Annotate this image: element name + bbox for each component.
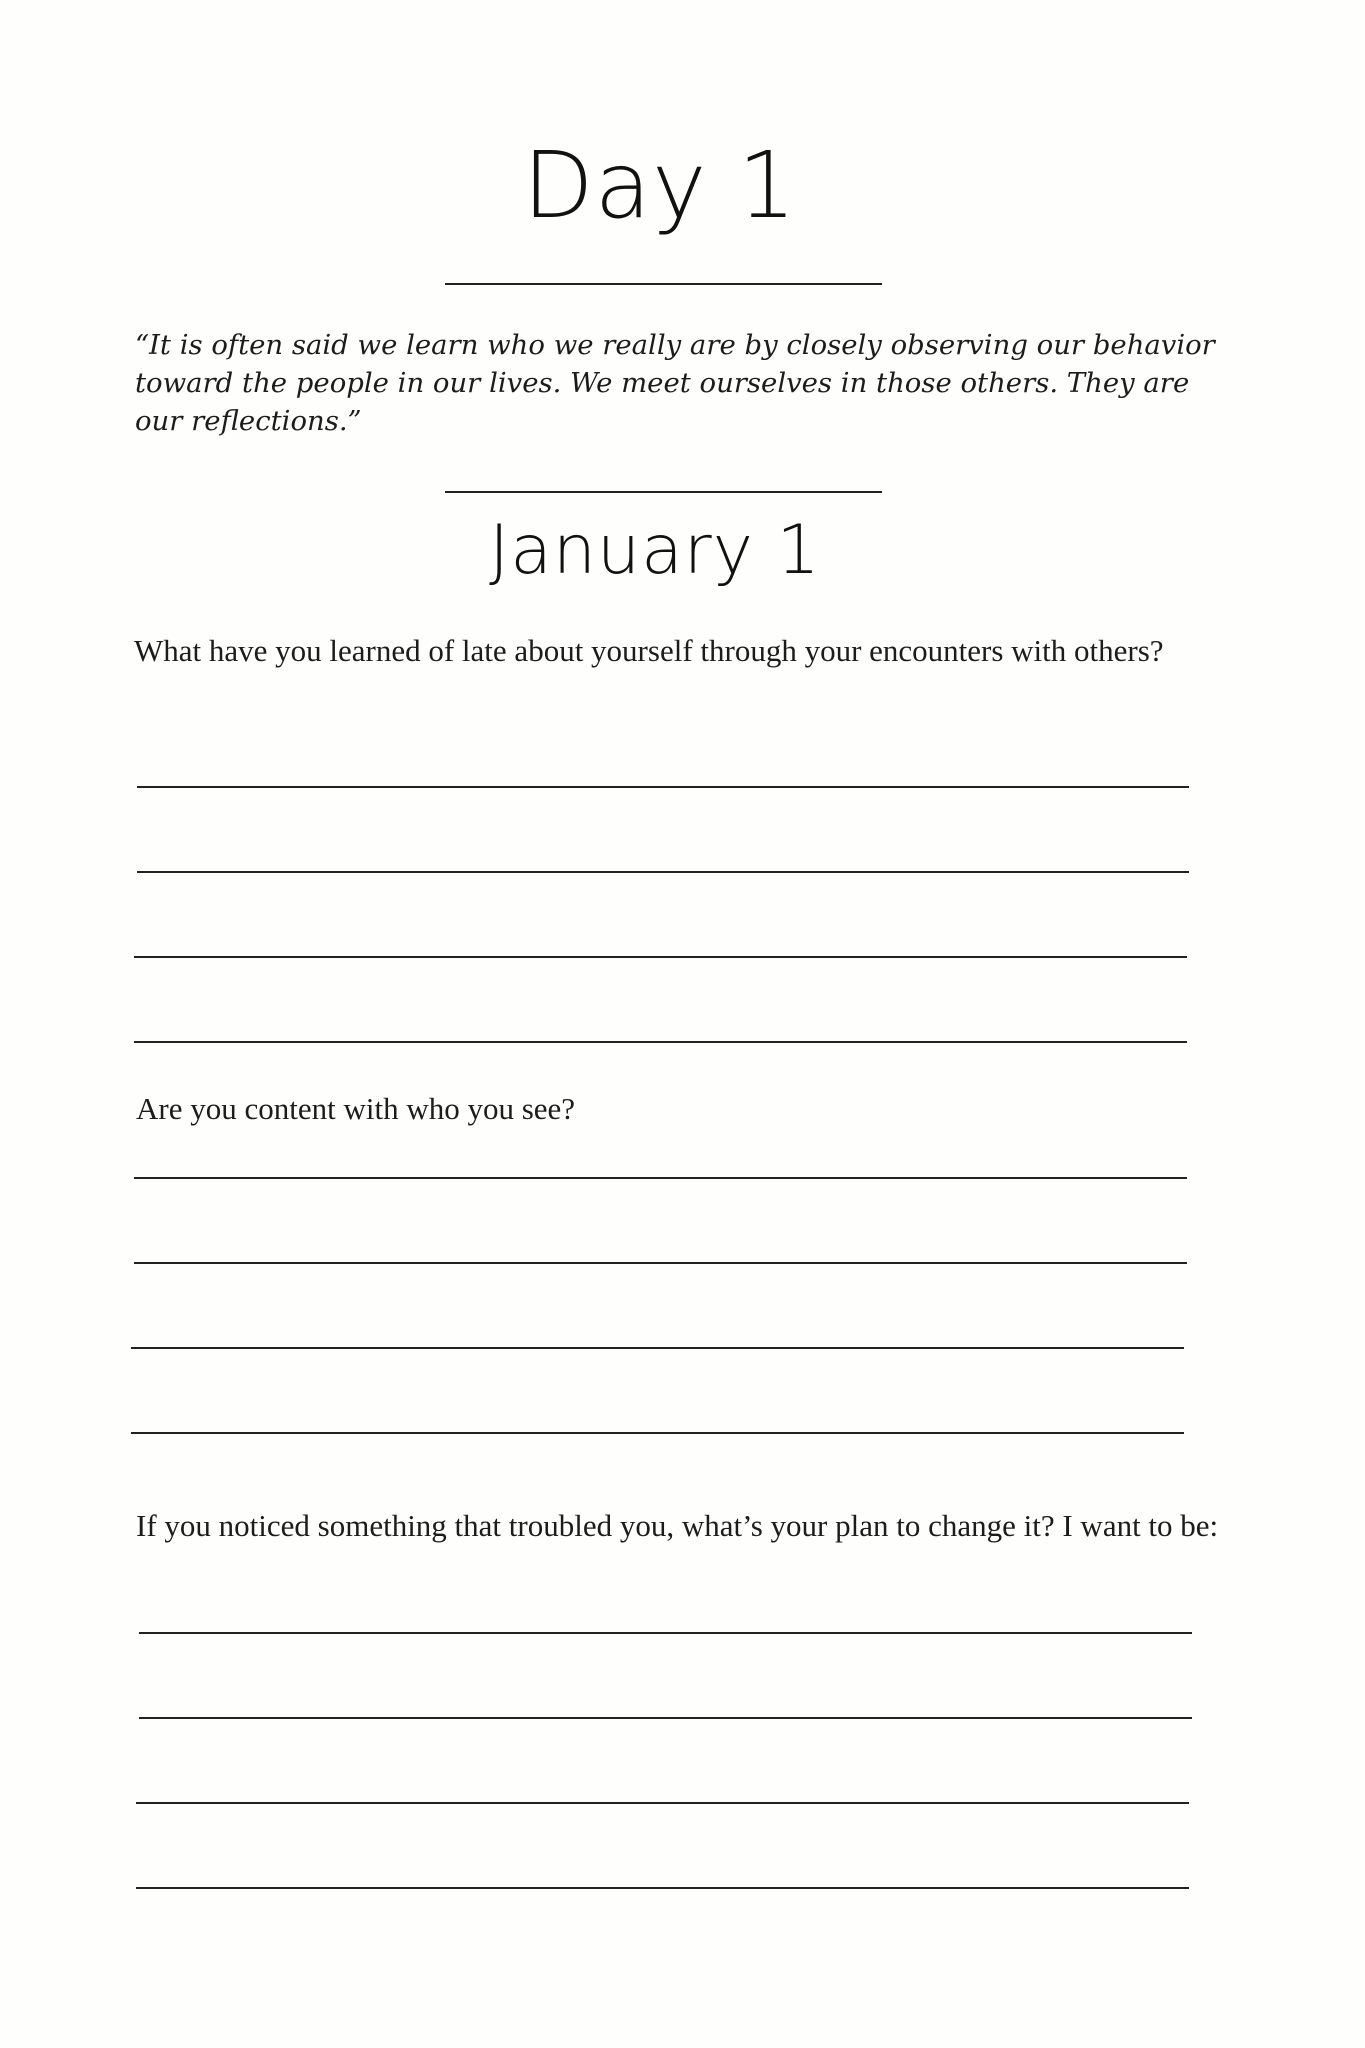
quote-divider xyxy=(445,491,882,493)
prompt-plan: If you noticed something that troubled you, what’s your plan to change it? I want to be: xyxy=(136,1508,1219,1543)
answer-line[interactable] xyxy=(137,871,1189,873)
answer-line[interactable] xyxy=(134,1177,1187,1179)
prompt-content: Are you content with who you see? xyxy=(136,1091,576,1126)
answer-line[interactable] xyxy=(134,1041,1187,1043)
answer-line[interactable] xyxy=(136,1802,1189,1804)
date-title: January 1 xyxy=(489,511,821,590)
answer-line[interactable] xyxy=(131,1432,1184,1434)
answer-line[interactable] xyxy=(134,1262,1187,1264)
answer-line[interactable] xyxy=(136,1887,1189,1889)
title-divider xyxy=(445,283,882,285)
quote-text: “It is often said we learn who we really are by closely observing our behavior toward the people in our lives. We meet ourselves in those others. They are our reflections.” xyxy=(135,329,1215,437)
day-title: Day 1 xyxy=(522,132,798,239)
prompt-learned: What have you learned of late about yourself through your encounters with others? xyxy=(134,633,1164,668)
answer-line[interactable] xyxy=(131,1347,1184,1349)
answer-line[interactable] xyxy=(139,1717,1192,1719)
answer-line[interactable] xyxy=(137,786,1189,788)
answer-line[interactable] xyxy=(139,1632,1192,1634)
answer-line[interactable] xyxy=(134,956,1187,958)
